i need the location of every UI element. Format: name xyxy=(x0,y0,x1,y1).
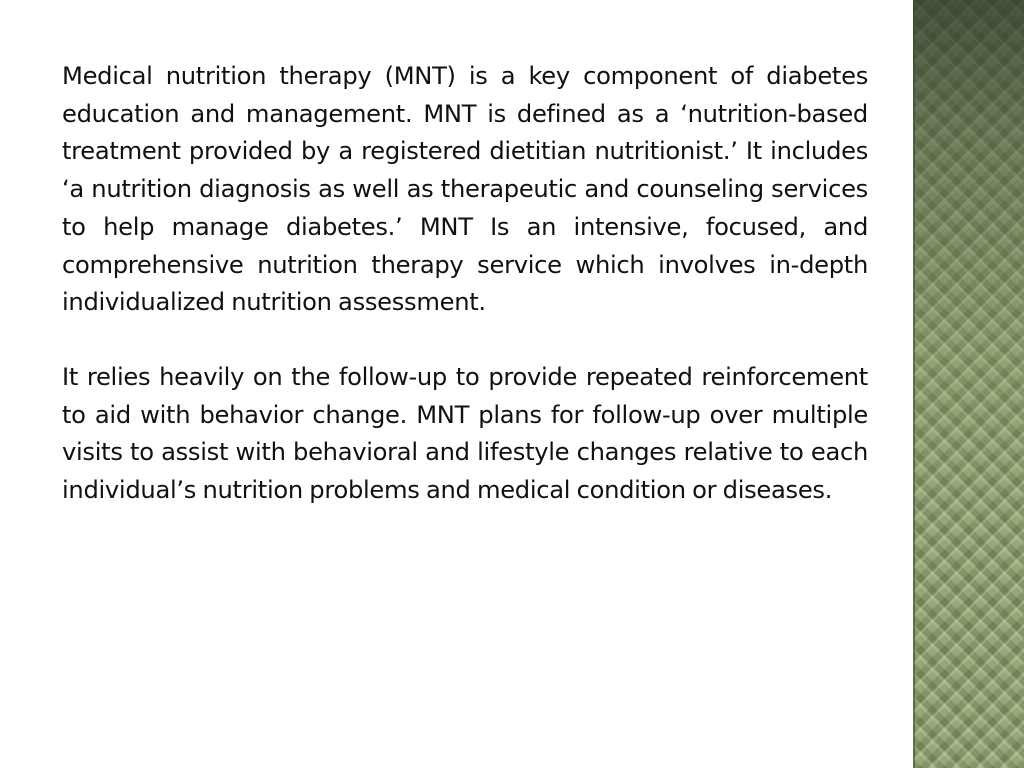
decorative-side-band xyxy=(913,0,1024,768)
slide-body-text xyxy=(62,58,868,510)
paragraph-mnt-definition: Medical nutrition therapy (MNT) is a key component of diabetes education and management. MNT is defined as a ‘nutrition-based treatment provided by a registered dietitian nutritionist.’ It includes ‘a nutrition diagnosis as well as therapeutic and counseling services to help manage diabetes.’ MNT Is an intensive, focused, and comprehensive nutrition therapy service which involves in-depth individualized nutrition assessment. xyxy=(62,62,868,317)
paragraph-mnt-follow-up: It relies heavily on the follow-up to provide repeated reinforcement to aid with behavior change. MNT plans for follow-up over multiple visits to assist with behavioral and lifestyle changes relative to each individual’s nutrition problems and medical condition or diseases. xyxy=(62,362,868,505)
